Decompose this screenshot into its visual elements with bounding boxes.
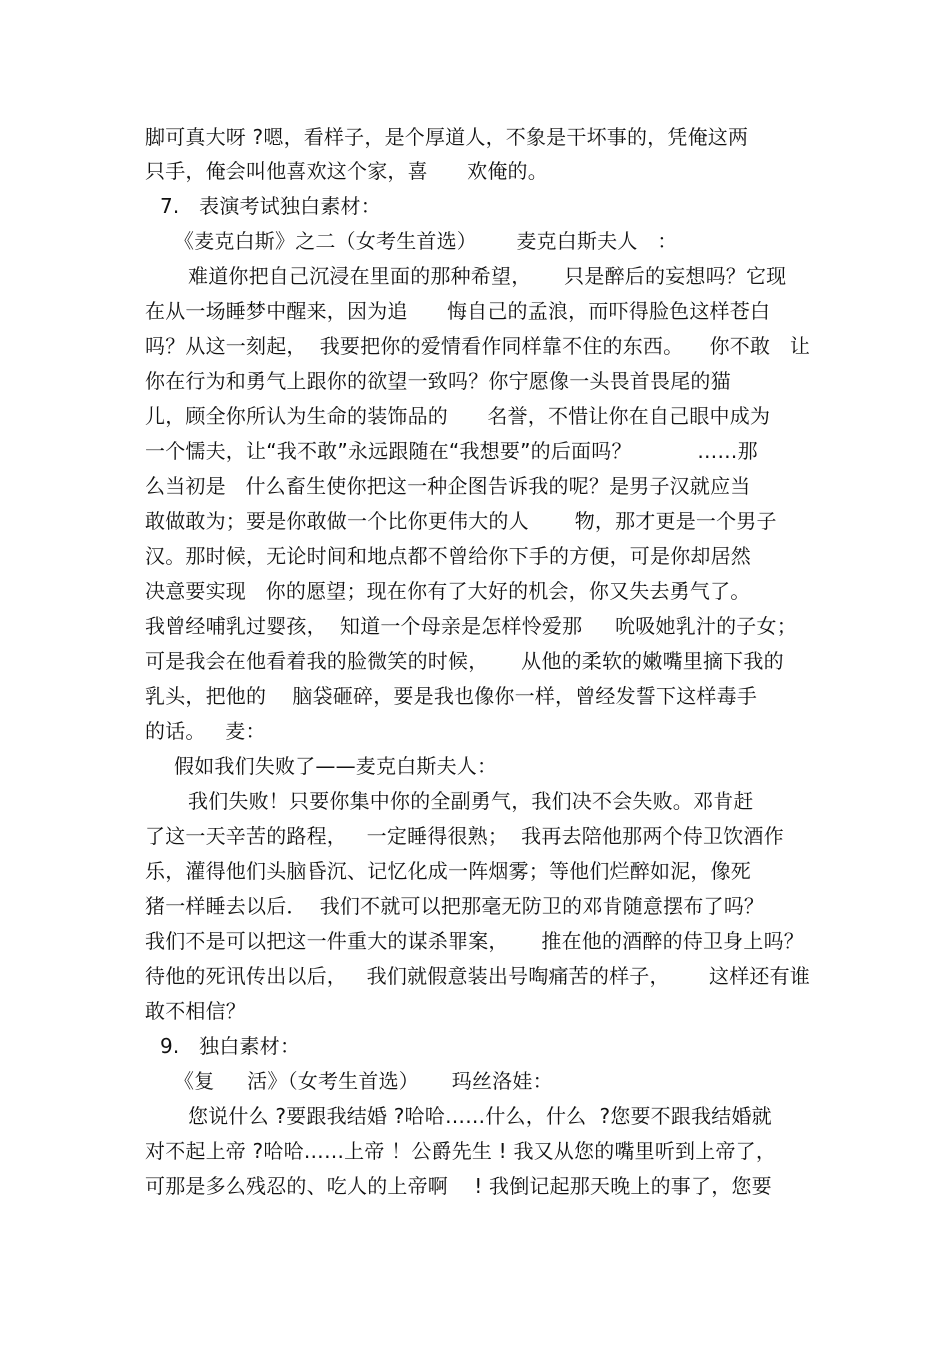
text-line: 在从一场睡梦中醒来，因为追 悔自己的孟浪，而吓得脸色这样苍白 [145, 299, 771, 323]
text-line: 我曾经哺乳过婴孩， 知道一个母亲是怎样怜爱那 吮吸她乳汁的子女； [145, 614, 797, 638]
text-line: 乳头，把他的 脑袋砸碎，要是我也像你一样，曾经发誓下这样毒手 [145, 684, 758, 708]
monologue-title: 《复 活》（女考生首选） 玛丝洛娃： [174, 1069, 553, 1093]
text-line: 您说什么 ?要跟我结婚 ?哈哈……什么，什么 ?您要不跟我结婚就 [188, 1104, 772, 1128]
text-line: 汉。那时候，无论时间和地点都不曾给你下手的方便，可是你却居然 [145, 544, 751, 568]
text-line: 难道你把自己沉浸在里面的那种希望， 只是醉后的妄想吗？它现 [188, 264, 787, 288]
section-heading: 7. 表演考试独白素材： [160, 194, 381, 218]
text-line: 我们不是可以把这一件重大的谋杀罪案， 推在他的酒醉的侍卫身上吗？ [145, 929, 804, 953]
text-line: 脚可真大呀 ?嗯，看样子，是个厚道人，不象是干坏事的，凭俺这两 [145, 125, 749, 149]
text-line: 只手，俺会叫他喜欢这个家，喜 欢俺的。 [145, 159, 548, 183]
text-line: 一个懦夫，让“我不敢”永远跟随在“我想要”的后面吗？ ……那 [145, 439, 758, 463]
text-line: 可是我会在他看着我的脸微笑的时候， 从他的柔软的嫩嘴里摘下我的 [145, 649, 784, 673]
text-line: 猪一样睡去以后． 我们不就可以把那毫无防卫的邓肯随意摆布了吗？ [145, 894, 765, 918]
text-line: 吗？从这一刻起， 我要把你的爱情看作同样靠不住的东西。 你不敢 让 [145, 334, 811, 358]
text-line: 敢做敢为；要是你敢做一个比你更伟大的人 物，那才更是一个男子 [145, 509, 777, 533]
text-line: 待他的死讯传出以后， 我们就假意装出号啕痛苦的样子， 这样还有谁 [145, 964, 811, 988]
text-line: 敢不相信？ [145, 999, 246, 1023]
text-line: 对不起上帝 ?哈哈……上帝 ！公爵先生 ! 我又从您的嘴里听到上帝了， [145, 1139, 777, 1163]
text-line: 决意要实现 你的愿望；现在你有了大好的机会，你又失去勇气了。 [145, 579, 751, 603]
text-line: 乐，灌得他们头脑昏沉、记忆化成一阵烟雾；等他们烂醉如泥，像死 [145, 859, 751, 883]
text-line: 了这一天辛苦的路程， 一定睡得很熟； 我再去陪他那两个侍卫饮酒作 [145, 824, 784, 848]
monologue-title: 《麦克白斯》之二（女考生首选） 麦克白斯夫人 ： [174, 229, 678, 253]
text-line: 假如我们失败了——麦克白斯夫人： [174, 754, 498, 778]
text-line: 的话。 麦： [145, 719, 266, 743]
text-line: 么当初是 什么畜生使你把这一种企图告诉我的呢？是男子汉就应当 [145, 474, 751, 498]
text-line: 我们失败！只要你集中你的全副勇气，我们决不会失败。邓肯赶 [188, 789, 754, 813]
text-line: 你在行为和勇气上跟你的欲望一致吗？你宁愿像一头畏首畏尾的猫 [145, 369, 731, 393]
section-heading: 9. 独白素材： [160, 1034, 301, 1058]
text-line: 可那是多么残忍的、吃人的上帝啊 ! 我倒记起那天晚上的事了，您要 [145, 1174, 772, 1198]
text-line: 儿，顾全你所认为生命的装饰品的 名誉，不惜让你在自己眼中成为 [145, 404, 771, 428]
